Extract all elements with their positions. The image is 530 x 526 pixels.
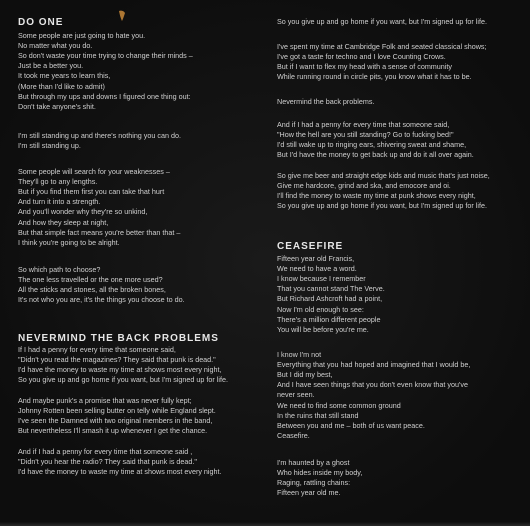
song-title: NEVERMIND THE BACK PROBLEMS — [18, 333, 219, 344]
lyric-line: And if I had a penny for every time that someone said , — [18, 447, 193, 456]
lyric-line: "Didn't you hear the radio? They said that punk is dead." — [18, 457, 197, 467]
lyric-line: But if you find them first you can take that hurt — [18, 187, 165, 197]
lyric-line: I'll find the money to waste my time at punk shows every night, — [277, 191, 476, 201]
lyric-line: I've seen the Damned with two original members in the band, — [18, 416, 213, 426]
lyric-line: I know I'm not — [277, 350, 322, 359]
lyric-line: I think you're going to be alright. — [18, 237, 120, 247]
lyric-line: But I'd have the money to get back up and do it all over again. — [277, 150, 474, 160]
lyric-line: Some people are just going to hate you. — [18, 31, 146, 40]
lyric-line: We need to find some common ground — [277, 400, 401, 410]
lyric-line: But nevertheless I'll smash it up whenever I get the chance. — [18, 426, 208, 436]
lyric-line: But if I want to flex my head with a sense of community — [277, 62, 452, 72]
lyric-line: Johnny Rotten been selling butter on telly while England slept. — [18, 406, 216, 416]
lyric-line: "How the hell are you still standing? Go to fucking bed!" — [277, 130, 454, 140]
lyric-line: Between you and me – both of us want peace. — [277, 420, 425, 430]
lyric-line: The one less travelled or the one more used? — [18, 275, 163, 285]
lyric-line: I've got a taste for techno and I love Counting Crows. — [277, 52, 446, 62]
lyric-line: Some people will search for your weaknesses – — [18, 167, 170, 176]
lyric-line: never seen. — [277, 390, 315, 400]
lyric-line: But Richard Ashcroft had a point, — [277, 294, 383, 304]
lyric-line: Don't take anyone's shit. — [18, 101, 96, 111]
lyric-line: I'm still standing up and there's nothing you can do. — [18, 131, 181, 140]
lyric-line: But through my ups and downs I figured one thing out: — [18, 91, 191, 101]
lyric-line: Give me hardcore, grind and ska, and emocore and oi. — [277, 181, 451, 191]
lyric-line: I'm haunted by a ghost — [277, 458, 350, 467]
lyric-line: And maybe punk's a promise that was never fully kept; — [18, 396, 192, 405]
song-title: DO ONE — [18, 17, 64, 28]
lyric-line: I'd have the money to waste my time at shows most every night, — [18, 365, 222, 375]
lyric-line: I'm still standing up. — [18, 141, 81, 151]
page-bottom-edge — [0, 522, 530, 526]
lyric-line: They'll go to any lengths. — [18, 177, 98, 187]
lyric-line: In the ruins that still stand — [277, 410, 359, 420]
lyric-line: All the sticks and stones, all the broken bones, — [18, 285, 166, 295]
lyric-line: But that simple fact means you're better than that – — [18, 227, 181, 237]
lyric-line: There's a million different people — [277, 314, 381, 324]
lyric-line: And how they sleep at night, — [18, 217, 109, 227]
lyric-line: Everything that you had hoped and imagined that I would be, — [277, 360, 471, 370]
lyric-line: So you give up and go home if you want, but I'm signed up for life. — [277, 17, 487, 26]
lyric-line: Fifteen year old me. — [277, 488, 341, 498]
lyric-line: So which path to choose? — [18, 265, 101, 274]
lyric-line: No matter what you do. — [18, 41, 93, 51]
lyric-line: I've spent my time at Cambridge Folk and seated classical shows; — [277, 42, 487, 51]
lyric-line: And if I had a penny for every time that someone said, — [277, 120, 450, 129]
lyric-line: Now I'm old enough to see: — [277, 304, 364, 314]
lyric-line: Fifteen year old Francis, — [277, 254, 355, 263]
lyric-line: But I did my best, — [277, 370, 333, 380]
lyric-line: So you give up and go home if you want, but I'm signed up for life. — [277, 201, 487, 211]
song-title: CEASEFIRE — [277, 241, 344, 252]
lyric-line: Who hides inside my body, — [277, 468, 363, 478]
lyric-line: And you'll wonder why they're so unkind, — [18, 207, 148, 217]
lyric-line: So don't waste your time trying to change their minds – — [18, 51, 193, 61]
lyric-line: So you give up and go home if you want, but I'm signed up for life. — [18, 375, 228, 385]
lyric-line: I'd have the money to waste my time at shows most every night. — [18, 467, 222, 477]
lyric-line: "Didn't you read the magazines? They said that punk is dead." — [18, 355, 216, 365]
guitar-pick-icon — [118, 10, 126, 22]
lyric-line: It took me years to learn this, — [18, 71, 111, 81]
lyric-line: We need to have a word. — [277, 264, 357, 274]
lyric-line: You will be before you're me. — [277, 324, 369, 334]
lyric-line: Just be a better you. — [18, 61, 84, 71]
lyric-line: That you cannot stand The Verve. — [277, 284, 385, 294]
lyric-line: I'd still wake up to ringing ears, shivering sweat and shame, — [277, 140, 467, 150]
lyric-line: If I had a penny for every time that someone said, — [18, 345, 176, 354]
lyric-line: While running round in circle pits, you know what it has to be. — [277, 72, 472, 82]
lyric-line: Nevermind the back problems. — [277, 97, 375, 106]
lyric-line: (More than I'd like to admit) — [18, 81, 105, 91]
lyric-line: Ceasefire. — [277, 430, 310, 440]
lyric-line: And turn it into a strength. — [18, 197, 101, 207]
lyric-line: So give me beer and straight edge kids and music that's just noise, — [277, 171, 490, 180]
lyric-line: It's not who you are, it's the things you choose to do. — [18, 295, 185, 305]
lyric-line: I know because I remember — [277, 274, 366, 284]
lyric-line: And I have seen things that you don't even know that you've — [277, 380, 468, 390]
lyric-line: Raging, rattling chains: — [277, 478, 351, 488]
